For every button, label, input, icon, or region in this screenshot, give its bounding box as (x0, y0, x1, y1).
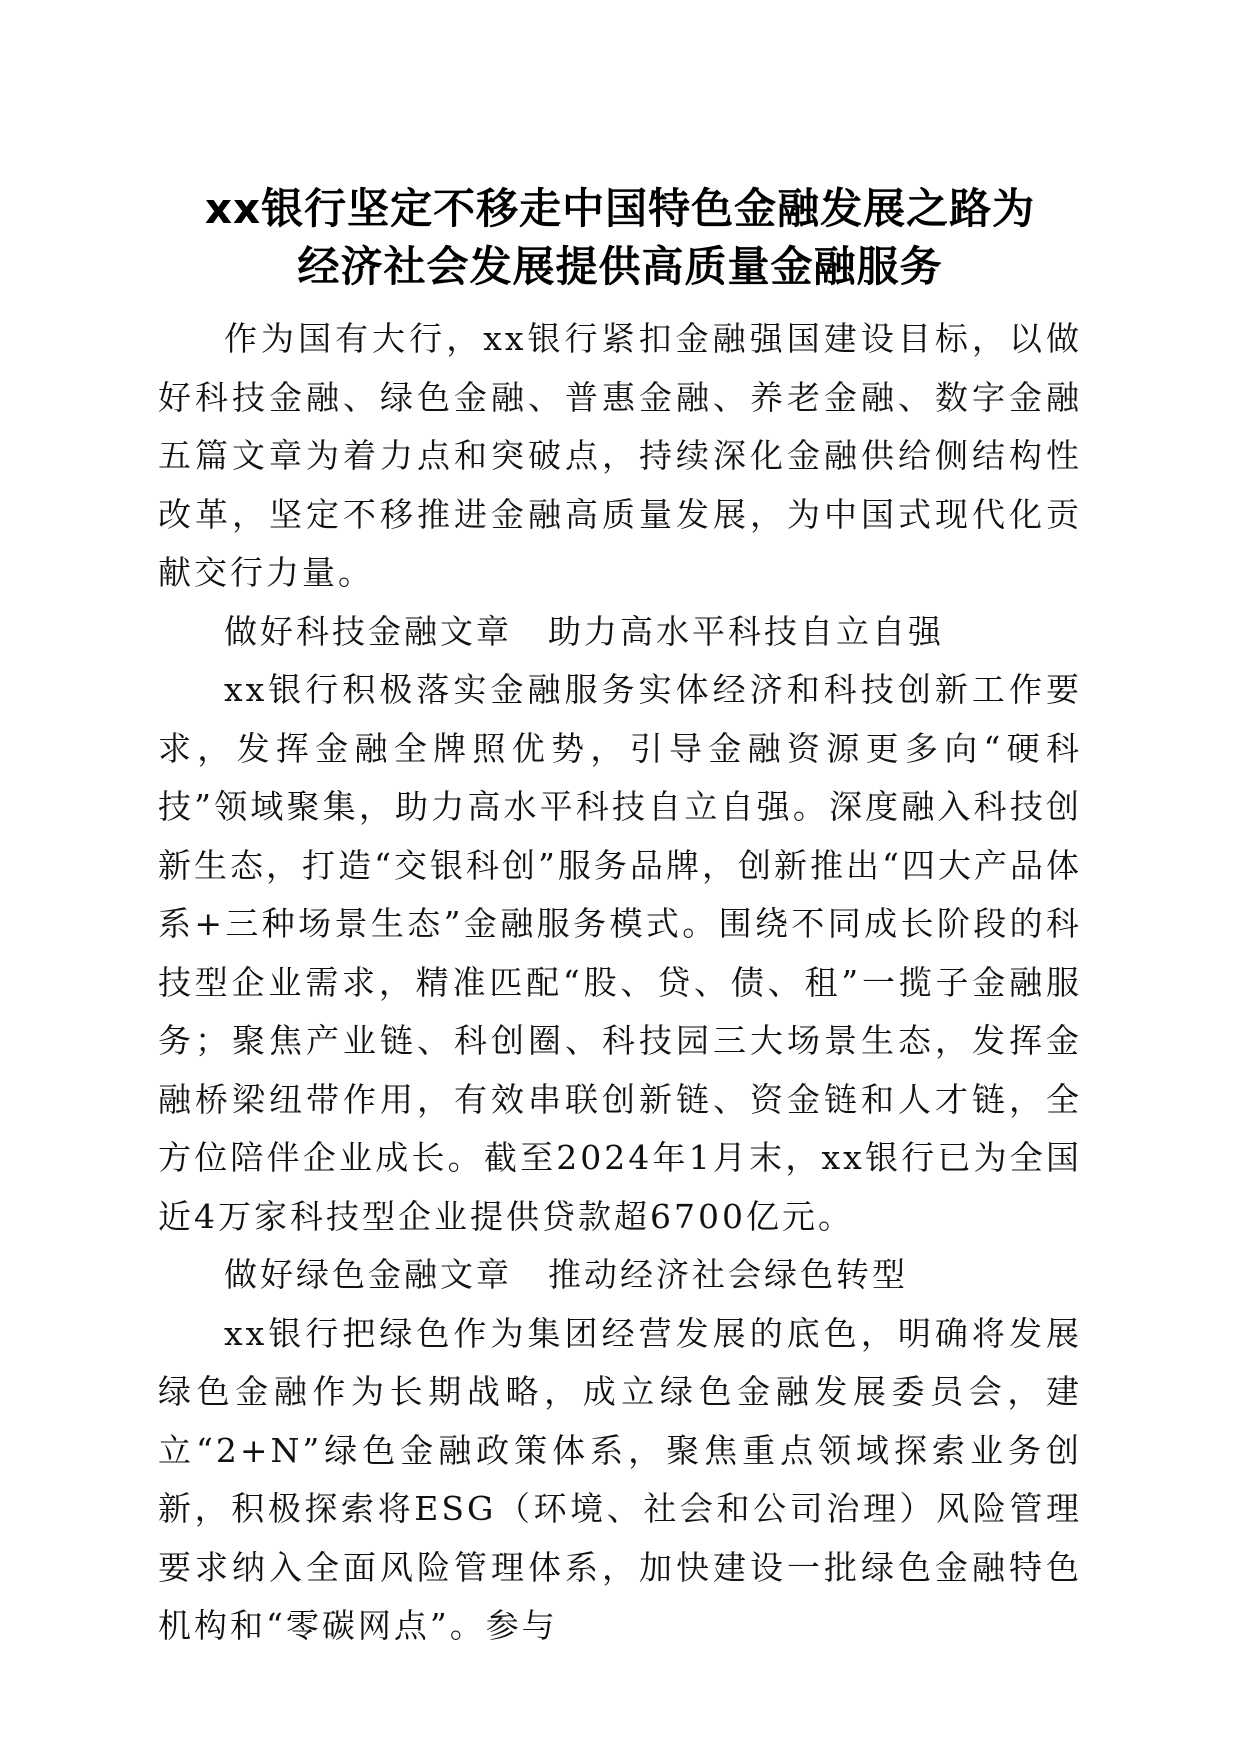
title-line-1: xx银行坚定不移走中国特色金融发展之路为 (204, 184, 1036, 233)
section-body-green-finance: xx银行把绿色作为集团经营发展的底色，明确将发展绿色金融作为长期战略，成立绿色金融发展委员会，建立“2+N”绿色金融政策体系，聚焦重点领域探索业务创新，积极探索将ESG（环境、社会和公司治理）风险管理要求纳入全面风险管理体系，加快建设一批绿色金融特色机构和“零碳网点”。参与 (158, 1313, 1082, 1645)
intro-paragraph: 作为国有大行，xx银行紧扣金融强国建设目标，以做好科技金融、绿色金融、普惠金融、养老金融、数字金融五篇文章为着力点和突破点，持续深化金融供给侧结构性改革，坚定不移推进金融高质量发展，为中国式现代化贡献交行力量。 (158, 319, 1082, 592)
title-line-2: 经济社会发展提供高质量金融服务 (297, 242, 943, 291)
document-page (158, 180, 1082, 1656)
document-title (158, 180, 1082, 296)
section-heading-green-finance: 做好绿色金融文章 推动经济社会绿色转型 (224, 1255, 908, 1294)
section-body-tech-finance: xx银行积极落实金融服务实体经济和科技创新工作要求，发挥金融全牌照优势，引导金融资源更多向“硬科技”领域聚集，助力高水平科技自立自强。深度融入科技创新生态，打造“交银科创”服务品牌，创新推出“四大产品体系+三种场景生态”金融服务模式。围绕不同成长阶段的科技型企业需求，精准匹配“股、贷、债、租”一揽子金融服务；聚焦产业链、科创圈、科技园三大场景生态，发挥金融桥梁纽带作用，有效串联创新链、资金链和人才链，全方位陪伴企业成长。截至2024年1月末，xx银行已为全国近4万家科技型企业提供贷款超6700亿元。 (158, 670, 1082, 1236)
section-heading-tech-finance: 做好科技金融文章 助力高水平科技自立自强 (224, 611, 944, 651)
